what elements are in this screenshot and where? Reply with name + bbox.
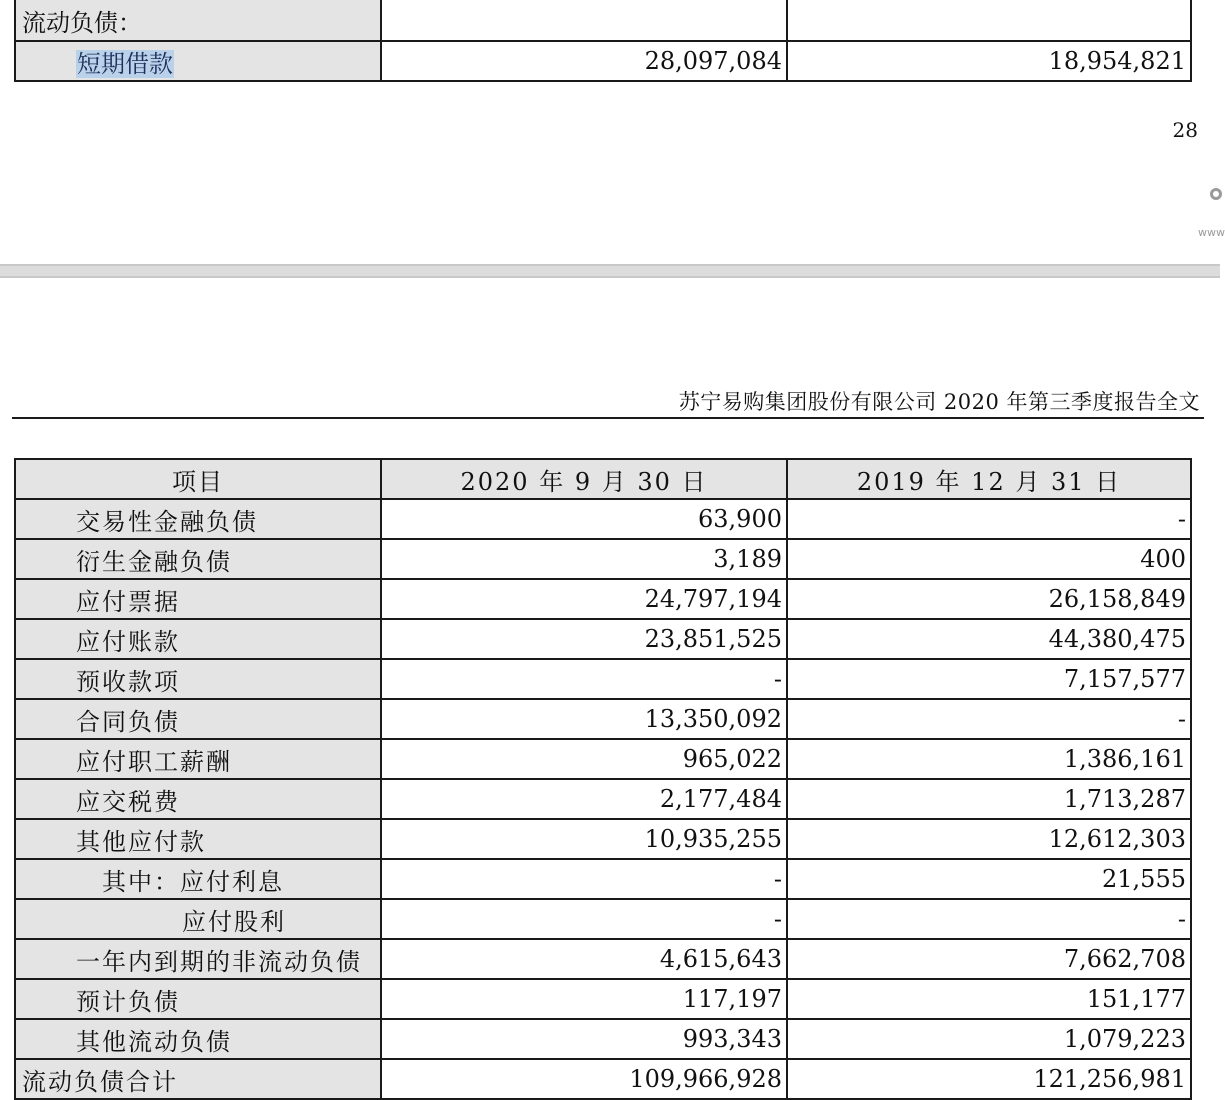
value-2020 [381,0,787,41]
row-label: 预计负债 [15,979,381,1019]
row-label: 其中：应付利息 [15,859,381,899]
value-2020: 28,097,084 [381,41,787,81]
value-2019: 400 [787,539,1191,579]
table-row [15,899,1191,939]
value-2020: 4,615,643 [381,939,787,979]
cropped-logo-icon [1210,188,1222,200]
header-2020: 2020 年 9 月 30 日 [381,459,787,499]
value-2020: 3,189 [381,539,787,579]
value-2019: 12,612,303 [787,819,1191,859]
row-label: 应交税费 [15,779,381,819]
value-2019: - [787,499,1191,539]
table-row-total [15,1059,1191,1099]
value-2020: - [381,899,787,939]
document-page-top [0,0,1225,264]
table-row [15,1019,1191,1059]
value-2019: 21,555 [787,859,1191,899]
value-2019: 1,713,287 [787,779,1191,819]
table-row [15,779,1191,819]
row-label: 一年内到期的非流动负债 [15,939,381,979]
value-2019 [787,0,1191,41]
value-2020: 2,177,484 [381,779,787,819]
table-row [15,539,1191,579]
value-2019: 1,386,161 [787,739,1191,779]
value-2020: 10,935,255 [381,819,787,859]
header-item: 项目 [15,459,381,499]
table-row [15,739,1191,779]
row-label: 应付票据 [15,579,381,619]
value-2020: 24,797,194 [381,579,787,619]
table-row [15,659,1191,699]
value-2019: 26,158,849 [787,579,1191,619]
value-2020: 13,350,092 [381,699,787,739]
value-2020: 109,966,928 [381,1059,787,1099]
value-2019: - [787,699,1191,739]
row-label: 合同负债 [15,699,381,739]
row-label: 交易性金融负债 [15,499,381,539]
row-label: 流动负债： [15,0,381,41]
balance-sheet-table-fragment [14,0,1192,82]
table-row [15,499,1191,539]
table-row [15,819,1191,859]
row-label-cell [15,41,381,81]
header-2019: 2019 年 12 月 31 日 [787,459,1191,499]
value-2019: 7,157,577 [787,659,1191,699]
row-label: 预收款项 [15,659,381,699]
value-2019: 151,177 [787,979,1191,1019]
running-header: 苏宁易购集团股份有限公司 2020 年第三季度报告全文 [678,390,1200,414]
value-2020: 993,343 [381,1019,787,1059]
table-header-row [15,459,1191,499]
header-rule [12,417,1204,419]
row-label: 衍生金融负债 [15,539,381,579]
value-2019: - [787,899,1191,939]
value-2019: 7,662,708 [787,939,1191,979]
row-label: 应付账款 [15,619,381,659]
row-label: 流动负债合计 [15,1059,381,1099]
row-label: 其他应付款 [15,819,381,859]
table-row [15,979,1191,1019]
balance-sheet-table [14,458,1192,1100]
table-row [15,699,1191,739]
value-2019: 1,079,223 [787,1019,1191,1059]
table-row [15,859,1191,899]
table-row [15,939,1191,979]
value-2019: 121,256,981 [787,1059,1191,1099]
value-2020: 23,851,525 [381,619,787,659]
page-number: 28 [1172,118,1198,142]
table-row [15,619,1191,659]
document-page [0,278,1220,1094]
row-label: 应付职工薪酬 [15,739,381,779]
table-row [15,0,1191,41]
row-label: 应付股利 [15,899,381,939]
table-row [15,579,1191,619]
value-2020: 965,022 [381,739,787,779]
selected-text-highlight[interactable]: 短期借款 [77,49,173,78]
value-2020: - [381,859,787,899]
row-label: 其他流动负债 [15,1019,381,1059]
value-2019: 18,954,821 [787,41,1191,81]
value-2020: 117,197 [381,979,787,1019]
cropped-watermark-text: www [1198,226,1225,239]
value-2020: 63,900 [381,499,787,539]
table-row [15,41,1191,81]
value-2020: - [381,659,787,699]
page-separator [0,264,1220,278]
value-2019: 44,380,475 [787,619,1191,659]
